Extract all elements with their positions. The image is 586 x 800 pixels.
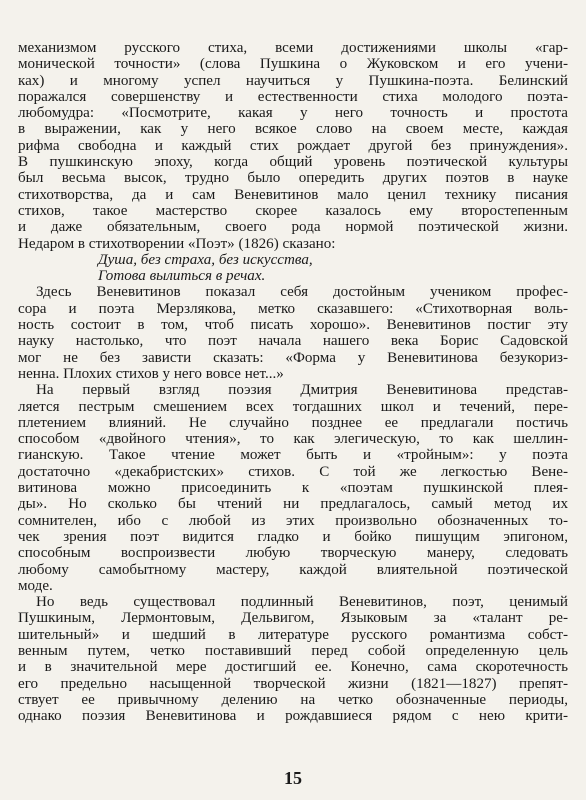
text-line: науку настолько, что поэт начала нашего века Борис Садовской [18, 333, 568, 350]
paragraph-4 [18, 594, 568, 724]
text-line: сора и поэта Мерзлякова, метко сказавшего: «Стихотворная воль- [18, 300, 568, 317]
text-line: В пушкинскую эпоху, когда общий уровень поэтической культуры [18, 154, 568, 171]
text-line: венным путем, четко поставивший перед собой определенную цель [18, 642, 568, 659]
text-line: способом «двойного чтения», то как элегическую, то как шеллин- [18, 431, 568, 448]
paragraph-1 [18, 40, 568, 252]
text-line: шительный» и шедший в литературе русского романтизма собст- [18, 626, 568, 643]
text-line: Пушкиным, Лермонтовым, Дельвигом, Языковым за «талант ре- [18, 610, 568, 627]
text-line: плетением влияний. Не случайно позднее ее предлагали постичь [18, 414, 568, 431]
text-line: чек зрения поэт видится гладко и бойко пишущим эпигоном, [18, 528, 568, 545]
text-line: любомудра: «Посмотрите, какая у него точность и простота [18, 105, 568, 122]
text-line: ность состоит в том, чтоб писать хорошо». Веневитинов постиг эту [18, 317, 568, 334]
page-text [18, 40, 568, 724]
text-line: рифма свободна и каждый стих рождает другой без принуждения». [18, 137, 568, 154]
text-line: моде. [18, 577, 53, 594]
text-line: мог не без зависти сказать: «Форма у Веневитинова безукориз- [18, 349, 568, 366]
text-line: любому самобытному мастеру, каждой влиятельной поэтической [18, 561, 568, 578]
text-line: был весьма высок, трудно было опередить других поэтов в науке [18, 170, 568, 187]
verse-line: Душа, без страха, без искусства, [98, 251, 313, 268]
text-line: и даже обязательным, своего рода нормой поэтической жизни. [18, 219, 568, 236]
text-line: витинова можно присоединить к «поэтам пушкинской плея- [18, 480, 568, 497]
text-line: Здесь Веневитинов показал себя достойным учеником профес- [36, 284, 568, 301]
text-line: ках) и многому успел научиться у Пушкина-поэта. Белинский [18, 72, 568, 89]
text-line: и в значительной мере достигший ее. Конечно, сама скоротечность [18, 659, 568, 676]
text-line: стихотворства, да и сам Веневитинов мало ценил технику писания [18, 186, 568, 203]
text-line: поражался совершенству и естественности стиха молодого поэта- [18, 88, 568, 105]
verse-line: Готова вылиться в речах. [98, 268, 266, 285]
text-line: сомнителен, ибо с любой из этих произвольно обозначенных то- [18, 512, 568, 529]
verse-quote [18, 252, 568, 285]
text-line: его предельно насыщенной творческой жизни (1821—1827) препят- [18, 675, 568, 692]
text-line: монической точности» (слова Пушкина о Жуковском и его учени- [18, 56, 568, 73]
text-line: механизмом русского стиха, всеми достижениями школы «гар- [18, 40, 568, 56]
text-line: стихов, такое мастерство скорее казалось ему второстепенным [18, 202, 568, 219]
text-line: Недаром в стихотворении «Поэт» (1826) сказано: [18, 235, 336, 252]
text-line: достаточно «декабристских» стихов. С той же легкостью Вене- [18, 463, 568, 480]
text-line: в выражении, как у него всякое слово на своем месте, каждая [18, 121, 568, 138]
text-line: На первый взгляд поэзия Дмитрия Веневитинова представ- [36, 382, 568, 399]
text-line: однако поэзия Веневитинова и рождавшиеся рядом с нею крити- [18, 708, 568, 725]
text-line: ляется пестрым смешением всех тогдашних школ и течений, пере- [18, 398, 568, 415]
page-number: 15 [284, 768, 302, 788]
text-line: ствует ее привычному делению на четко обозначенные периоды, [18, 691, 568, 708]
text-line: Но ведь существовал подлинный Веневитинов, поэт, ценимый [36, 594, 568, 611]
text-line: ды». Но сколько бы чтений ни предлагалось, самый метод их [18, 496, 568, 513]
text-line: гианскую. Такое чтение может быть и «тройным»: у поэта [18, 447, 568, 464]
text-line: ненна. Плохих стихов у него вовсе нет...» [18, 365, 284, 382]
text-line: способным воспроизвести любую творческую манеру, следовать [18, 545, 568, 562]
paragraph-3 [18, 382, 568, 594]
paragraph-2 [18, 284, 568, 382]
